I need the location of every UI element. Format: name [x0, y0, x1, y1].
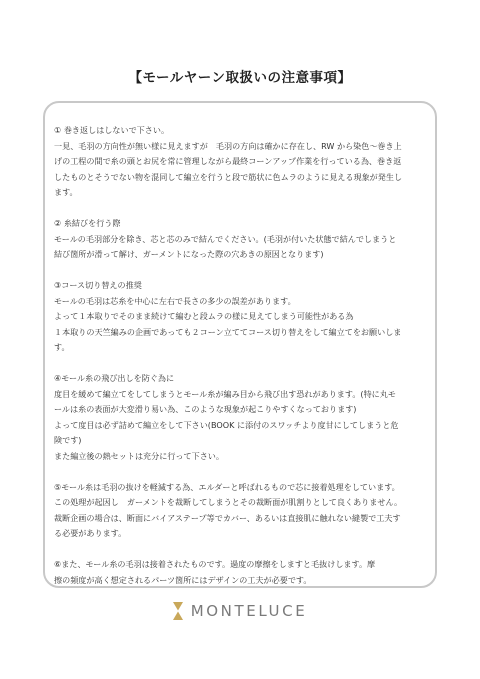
- notice-section-course-switching: [54, 278, 440, 356]
- notice-section-friction: [54, 557, 440, 588]
- notice-line: 結び箇所が滑って解け、ガーメントになった際の穴あきの原因となります): [54, 249, 324, 259]
- notice-section-protrusion: [54, 371, 440, 464]
- notice-section-knotting: [54, 216, 440, 263]
- notice-line: 一見、毛羽の方向性が無い様に見えますが 毛羽の方向は確かに存在し、RW から染色～巻き上: [54, 140, 402, 151]
- notice-line: また編立後の熱セットは充分に行って下さい。: [54, 450, 224, 461]
- notice-line: ③コース切り替えの推奨: [54, 280, 142, 290]
- notice-line: モールの毛羽部分を除き、芯と芯のみで結んでください。(毛羽が付いた状態で結んでしまうと: [54, 233, 397, 244]
- notice-line: る必要があります。: [54, 528, 127, 538]
- notice-line: げの工程の間で糸の頭とお尻を常に管理しながら最終コーンアップ作業を行っている為、巻き返: [54, 156, 402, 166]
- notice-line: 裁断企画の場合は、断面にバイアステープ等でカバー、あるいは直接肌に触れない縫製で工夫す: [54, 512, 401, 523]
- notice-line: 険です): [54, 435, 82, 445]
- notice-line: す。: [54, 342, 70, 352]
- notice-line: 度目を緩めて編立てをしてしまうとモール糸が編み目から飛び出す恐れがあります。(特に丸モ: [54, 388, 396, 399]
- notice-line: モールの毛羽は芯糸を中心に左右で長さの多少の誤差があります。: [54, 295, 296, 306]
- notice-line: ます。: [54, 187, 78, 197]
- notice-line: この処理が起因し ガーメントを裁断してしまうとその裁断面が肌割りとして良くありません。: [54, 497, 403, 507]
- notice-section-adhesive: [54, 480, 440, 542]
- notice-section-rewinding: [54, 123, 440, 201]
- brand-logo: [0, 600, 480, 622]
- notice-line: よって度目は必ず詰めて編立をして下さい(BOOK に添付のスワッチより度甘にしてしまうと危: [54, 419, 399, 430]
- notice-line: １本取りの天竺編みの企画であっても２コーン立ててコース切り替えをして編立てをお願いしま: [54, 326, 402, 337]
- notice-line: ④モール糸の飛び出しを防ぐ為に: [54, 373, 175, 383]
- notice-line: よって１本取りでそのまま続けて編むと段ムラの様に見えてしまう可能性がある為: [54, 311, 354, 321]
- notice-line: 擦の頻度が高く想定されるパーツ箇所にはデザインの工夫が必要です。: [54, 574, 312, 585]
- notice-line: したものとそうでない物を混同して編立を行うと段で筋状に色ムラのように見える現象が発生し: [54, 171, 403, 182]
- notice-line: ールは糸の表面が大変滑り易い為、このような現象が起こりやすくなっております): [54, 404, 357, 414]
- page-title: 【モールヤーン取扱いの注意事項】: [128, 70, 352, 86]
- notice-line: ⑥また、モール糸の毛羽は接着されたものです。過度の摩擦をしますと毛抜けします。摩: [54, 559, 376, 569]
- notice-content: [54, 123, 440, 604]
- notice-line: ② 糸結びを行う際: [54, 218, 121, 228]
- brand-wordmark: MONTELUCE: [190, 602, 308, 620]
- hourglass-logo-icon: [173, 602, 183, 620]
- notice-line: ① 巻き返しはしないで下さい。: [54, 125, 170, 135]
- notice-line: ⑤モール糸は毛羽の抜けを軽減する為、エルダーと呼ばれるもので芯に接着処理をしています。: [54, 481, 400, 492]
